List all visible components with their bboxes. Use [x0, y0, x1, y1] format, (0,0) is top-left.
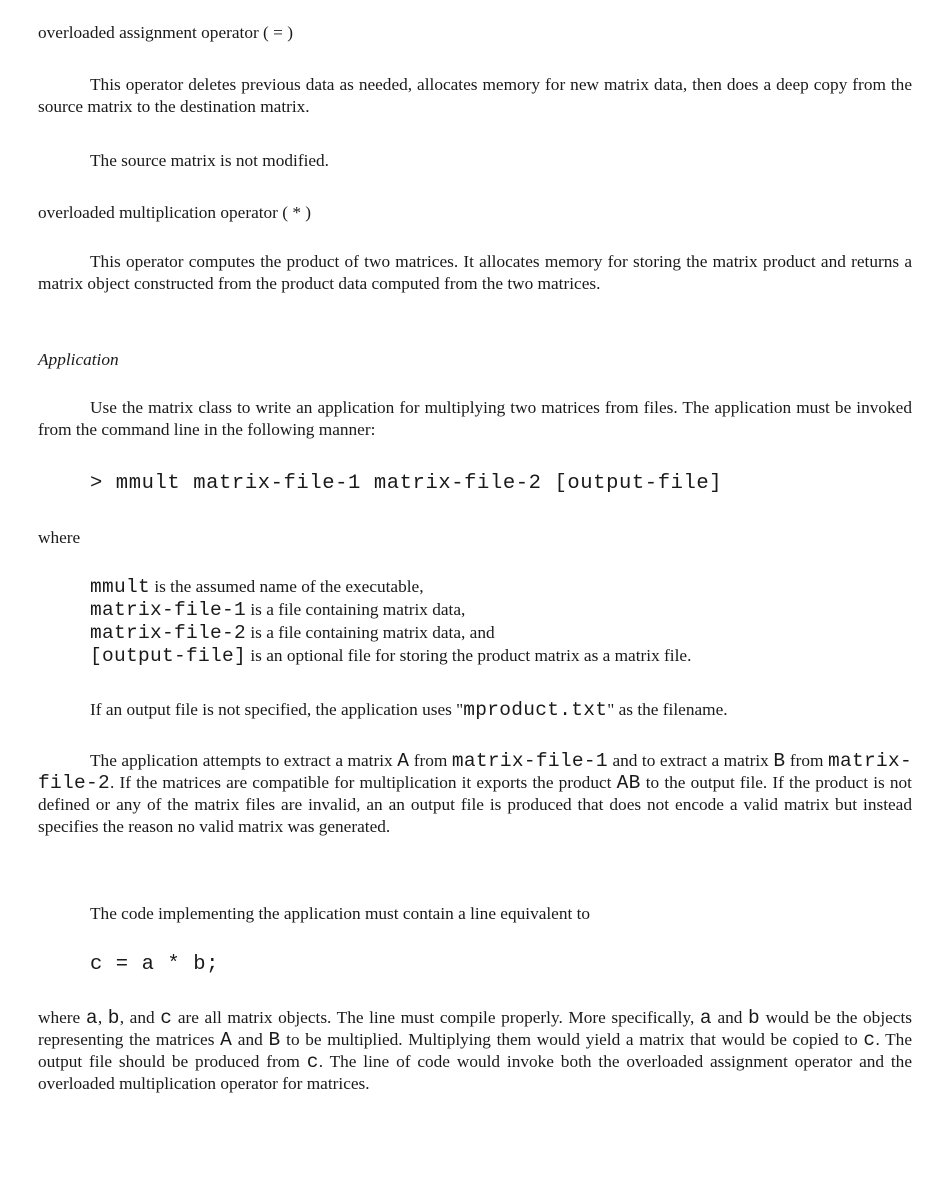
code-c: c	[863, 1029, 876, 1051]
code-requirement-intro: The code implementing the application must contain a line equivalent to	[90, 904, 591, 923]
argument-code: matrix-file-2	[90, 622, 247, 644]
text: and to extract a matrix	[607, 751, 774, 770]
default-text-1: If an output file is not specified, the application uses "	[90, 700, 464, 719]
code-a: a	[699, 1007, 712, 1029]
text: The application attempts to extract a matrix	[90, 751, 398, 770]
multiplication-operator-heading: overloaded multiplication operator ( * )	[38, 203, 312, 222]
application-heading: Application	[38, 350, 119, 369]
code-B: B	[268, 1029, 281, 1051]
argument-code: [output-file]	[90, 645, 247, 667]
code-b: b	[107, 1007, 120, 1029]
code-c: c	[306, 1051, 319, 1073]
text: . The output file should be produced from	[38, 1030, 912, 1071]
where-label: where	[38, 528, 81, 547]
code-a: a	[85, 1007, 98, 1029]
code-A: A	[220, 1029, 233, 1051]
default-text-2: " as the filename.	[607, 700, 728, 719]
text: ,	[97, 1008, 108, 1027]
argument-desc: is an optional file for storing the product matrix as a matrix file.	[246, 646, 692, 665]
code-B: B	[773, 750, 786, 772]
code-c: c	[160, 1007, 173, 1029]
default-output-note	[38, 699, 912, 721]
multiplication-operator-description: This operator computes the product of two matrices. It allocates memory for storing the matrix product and returns a matrix object constructed from the product data computed from the two matrices.	[38, 252, 912, 293]
argument-matrix-file-1	[38, 599, 912, 621]
text: . The line of code would invoke both the overloaded assignment operator and the overloaded multiplication operator for matrices.	[38, 1052, 912, 1093]
code-matrix-file-2: matrix-file-2	[38, 750, 913, 794]
code-line: c = a * b;	[90, 953, 220, 976]
code-AB: AB	[616, 772, 641, 794]
text: and	[711, 1008, 749, 1027]
argument-desc: is a file containing matrix data, and	[246, 623, 495, 642]
assignment-operator-description: This operator deletes previous data as needed, allocates memory for new matrix data, then does a deep copy from the source matrix to the destination matrix.	[38, 75, 912, 116]
code-b: b	[748, 1007, 761, 1029]
text: and	[232, 1030, 269, 1049]
extraction-description	[38, 750, 912, 838]
argument-code: matrix-file-1	[90, 599, 247, 621]
text: from	[409, 751, 452, 770]
text: would be the objects representing the matrices	[38, 1008, 912, 1049]
text: to be multiplied. Multiplying them would yield a matrix that would be copied to	[280, 1030, 864, 1049]
default-filename: mproduct.txt	[463, 699, 608, 721]
text: . If the matrices are compatible for multiplication it exports the product	[110, 773, 617, 792]
code-A: A	[397, 750, 410, 772]
text: where	[38, 1008, 86, 1027]
assignment-operator-heading: overloaded assignment operator ( = )	[38, 23, 293, 42]
argument-mmult	[38, 576, 912, 598]
final-description	[38, 1007, 912, 1095]
text: from	[785, 751, 828, 770]
text: are all matrix objects. The line must compile properly. More specifically,	[172, 1008, 700, 1027]
command-line-usage: > mmult matrix-file-1 matrix-file-2 [output-file]	[90, 472, 723, 495]
argument-code: mmult	[90, 576, 151, 598]
argument-matrix-file-2	[38, 622, 912, 644]
source-not-modified-note: The source matrix is not modified.	[90, 151, 330, 170]
code-matrix-file-1: matrix-file-1	[451, 750, 608, 772]
argument-output-file	[38, 645, 912, 667]
argument-desc: is a file containing matrix data,	[246, 600, 466, 619]
text: to the output file. If the product is not defined or any of the matrix files are invalid, an an output file is produced that does not encode a valid matrix but instead specifies the reason no valid matrix was generated.	[38, 773, 912, 836]
text: , and	[119, 1008, 161, 1027]
application-description: Use the matrix class to write an application for multiplying two matrices from files. The application must be invoked from the command line in the following manner:	[38, 398, 912, 439]
argument-desc: is the assumed name of the executable,	[150, 577, 424, 596]
